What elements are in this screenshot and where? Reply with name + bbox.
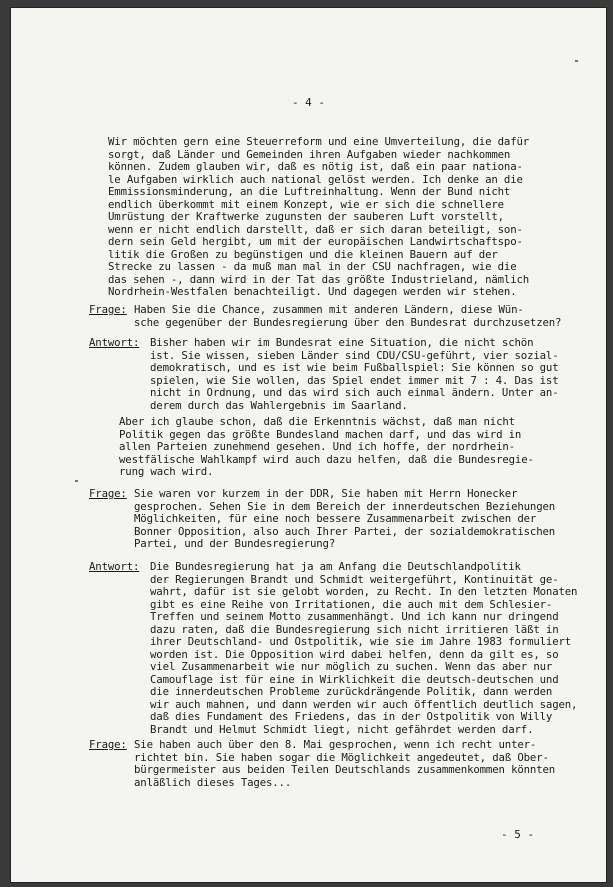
- question-text: Haben Sie die Chance, zusammen mit anderen Ländern, diese Wün- sche gegenüber der Bundesregierung über den Bundesrat durchzusetzen?: [134, 303, 562, 329]
- scan-speck: [575, 60, 578, 62]
- next-page-marker: - 5 -: [501, 828, 535, 841]
- question-label: Frage:: [89, 303, 127, 316]
- answer-label: Antwort:: [89, 560, 140, 573]
- question-label: Frage:: [89, 738, 127, 751]
- page-number: - 4 -: [291, 96, 326, 109]
- answer-label: Antwort:: [89, 336, 140, 349]
- question-label: Frage:: [89, 487, 127, 500]
- answer-text: Bisher haben wir im Bundesrat eine Situation, die nicht schön ist. Sie wissen, sieben Länder sind CDU/CSU-geführt, vier sozial- demokratisch, und es ist wie beim Fußballspiel: Sie können so gut spielen, wie Sie wollen, das Spiel endet immer mit 7 : 4. Das ist nicht in Ordnung, und das wird sich auch einmal ändern. Unter an- derem durch das Wahlergebnis im Saarland.: [150, 336, 559, 412]
- scan-speck: [75, 480, 78, 482]
- answer-continuation: Aber ich glaube schon, daß die Erkenntnis wächst, daß man nicht Politik gegen das größte Bundesland machen darf, und das wird in allen Parteien zunehmend gesehen. Und ich hoffe, der nordrhein- westfälische Wahlkampf wird auch dazu helfen, daß die Bundesregie- rung wach wird.: [119, 415, 534, 478]
- question-text: Sie waren vor kurzem in der DDR, Sie haben mit Herrn Honecker gesprochen. Sehen Sie in dem Bereich der innerdeutschen Beziehungen Möglichkeiten, für eine noch bessere Zusammenarbeit zwischen der Bonner Opposition, also auch Ihrer Partei, der sozialdemokratischen Partei, und der Bundesregierung?: [134, 487, 556, 550]
- question-text: Sie haben auch über den 8. Mai gesprochen, wenn ich recht unter- richtet bin. Sie haben sogar die Möglichkeit angedeutet, daß Ober- bürgermeister aus beiden Teilen Deutschlands zusammenkommen könnten anläßlich dieses Tages...: [134, 738, 556, 789]
- document-page: [11, 8, 606, 882]
- answer-text: Die Bundesregierung hat ja am Anfang die Deutschlandpolitik der Regierungen Brandt und Schmidt weitergeführt, Kontinuität ge- wahrt, dafür ist sie gelobt worden, zu Recht. In den letzten Monaten gibt es eine Reihe von Irritationen, die auch mit dem Schlesier- Treffen und seinem Motto zusammenhängt. Und ich kann nur dringend dazu raten, daß die Bundesregierung sich nicht irritieren läßt in ihrer Deutschland- und Ostpolitik, wie sie im Jahre 1983 formuliert worden ist. Die Opposition wird dabei helfen, denn da gilt es, so viel Zusammenarbeit wie nur möglich zu suchen. Wenn das aber nur Camouflage ist für eine in Wirklichkeit die deutsch-deutschen und die innerdeutschen Probleme zurückdrängende Politik, dann werden wir auch mahnen, und dann werden wir auch öffentlich deutlich sagen, daß dies Fundament des Friedens, das in der Ostpolitik von Willy Brandt und Helmut Schmidt liegt, nicht gefährdet werden darf.: [150, 560, 578, 736]
- intro-paragraph: Wir möchten gern eine Steuerreform und eine Umverteilung, die dafür sorgt, daß Länder und Gemeinden ihren Aufgaben wieder nachkommen können. Zudem glauben wir, daß es nötig ist, daß ein paar nationa- le Aufgaben wirklich auch national gelöst werden. Ich denke an die Emmissionsminderung, an die Luftreinhaltung. Wenn der Bund nicht endlich überkommt mit einem Konzept, wie er sich die schnellere Umrüstung der Kraftwerke zugunsten der sauberen Luft vorstellt, wenn er nicht endlich darstellt, daß er sich daran beteiligt, son- dern sein Geld hergibt, um mit der europäischen Landwirtschaftspo- litik die Großen zu begünstigen und die kleinen Bauern auf der Strecke zu lassen - da muß man mal in der CSU nachfragen, wie die das sehen -, dann wird in der Tat das größte Industrieland, nämlich Nordrhein-Westfalen benachteiligt. Und dagegen werden wir stehen.: [108, 135, 530, 298]
